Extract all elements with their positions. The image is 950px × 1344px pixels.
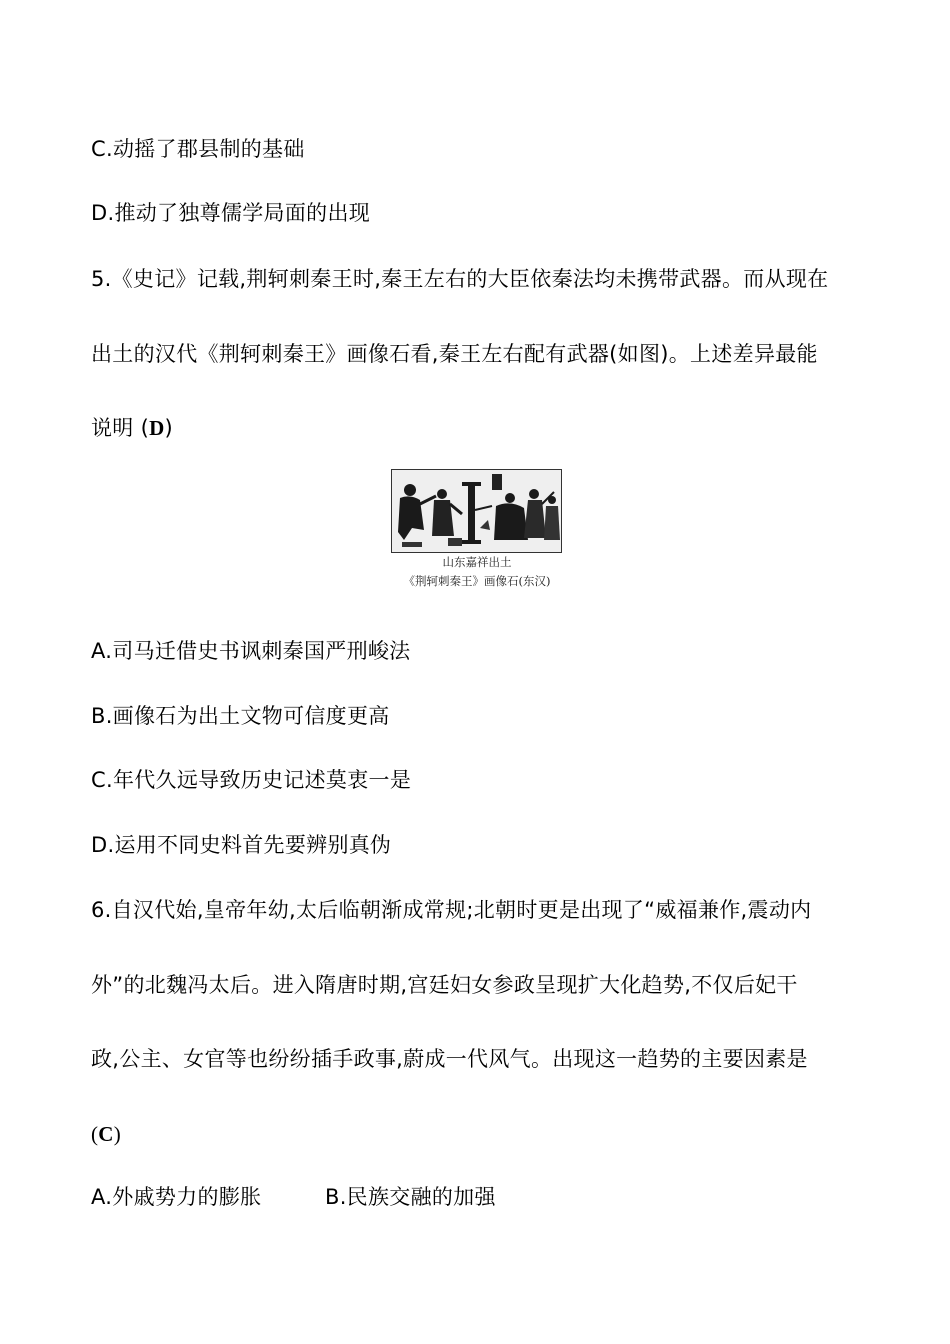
q4-option-c: C.动摇了郡县制的基础 xyxy=(91,137,305,161)
q5-option-c: C.年代久远导致历史记述莫衷一是 xyxy=(91,768,412,792)
q4-option-d: D.推动了独尊儒学局面的出现 xyxy=(91,201,371,225)
q5-stem-line-2: 出土的汉代《荆轲刺秦王》画像石看,秦王左右配有武器(如图)。上述差异最能 xyxy=(91,342,818,366)
relief-drawing xyxy=(392,470,561,552)
q5-answer: D xyxy=(149,416,165,440)
q6-stem-line-3: 政,公主、女官等也纷纷插手政事,蔚成一代风气。出现这一趋势的主要因素是 xyxy=(91,1047,808,1071)
figure-caption-line-1: 山东嘉祥出土 xyxy=(442,555,512,569)
q5-answer-close: ) xyxy=(164,416,174,440)
q5-option-d: D.运用不同史料首先要辨别真伪 xyxy=(91,833,392,857)
q6-answer-line xyxy=(91,1120,121,1148)
figure-caption-line-2: 《荆轲刺秦王》画像石(东汉) xyxy=(403,574,551,588)
q5-stem-line-3 xyxy=(91,414,173,442)
stone-relief-image xyxy=(391,469,562,553)
q5-stem-text: 说明 ( xyxy=(91,416,150,440)
q6-option-b: B.民族交融的加强 xyxy=(325,1185,496,1209)
q6-answer: C xyxy=(98,1122,114,1146)
q5-figure xyxy=(385,466,569,596)
q6-option-a: A.外戚势力的膨胀 xyxy=(91,1185,262,1209)
q6-answer-open: ( xyxy=(91,1122,99,1146)
q5-option-b: B.画像石为出土文物可信度更高 xyxy=(91,704,390,728)
q6-answer-close: ) xyxy=(113,1122,122,1146)
q5-stem-line-1: 5.《史记》记载,荆轲刺秦王时,秦王左右的大臣依秦法均未携带武器。而从现在 xyxy=(91,267,829,291)
q5-option-a: A.司马迁借史书讽刺秦国严刑峻法 xyxy=(91,639,411,663)
q6-stem-line-1: 6.自汉代始,皇帝年幼,太后临朝渐成常规;北朝时更是出现了“威福兼作,震动内 xyxy=(91,898,812,922)
q6-stem-line-2: 外”的北魏冯太后。进入隋唐时期,宫廷妇女参政呈现扩大化趋势,不仅后妃干 xyxy=(91,973,798,997)
